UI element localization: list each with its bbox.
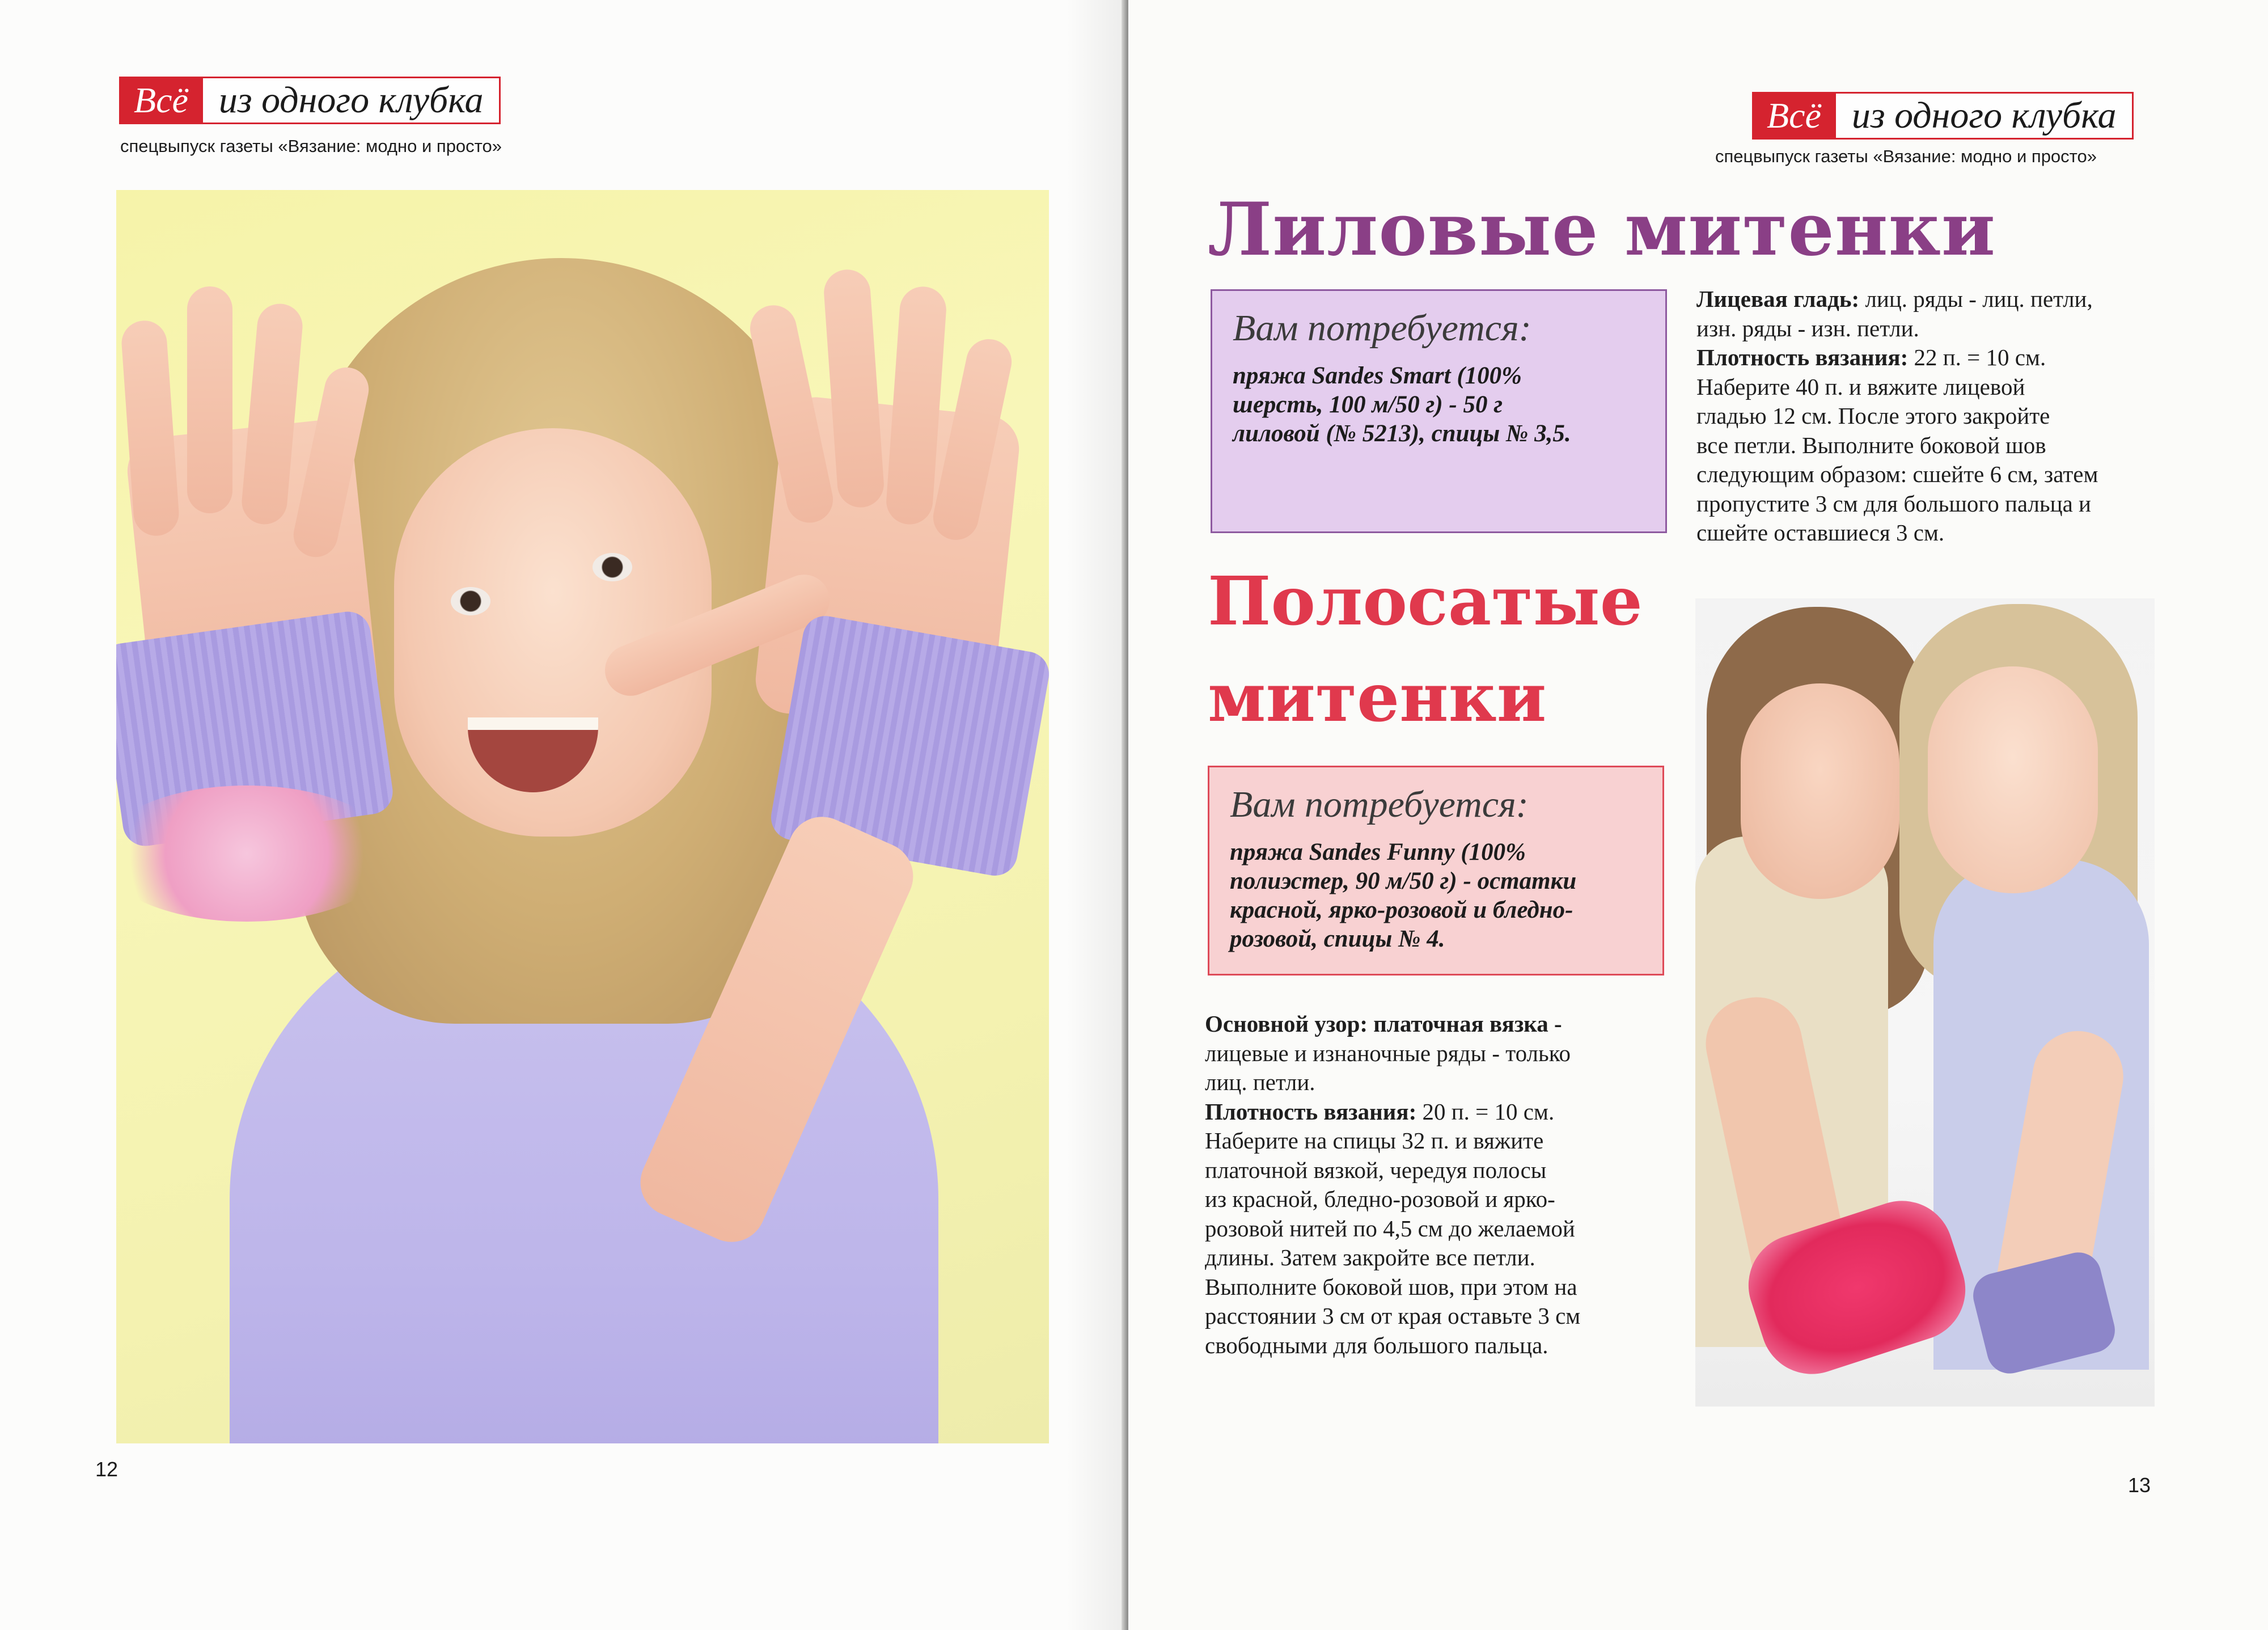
spine-shadow — [1066, 0, 1122, 1630]
instruction-line: платочной вязкой, чередуя полосы — [1205, 1156, 1547, 1183]
instruction-line: Наберите на спицы 32 п. и вяжите — [1205, 1128, 1544, 1154]
instruction-line: Наберите 40 п. и вяжите лицевой — [1696, 373, 2025, 400]
series-badge-right — [1752, 92, 2134, 140]
materials-line: полиэстер, 90 м/50 г) - остатки — [1230, 868, 1577, 894]
left-girl-face — [1741, 683, 1899, 899]
materials-box-striped — [1208, 766, 1664, 976]
instruction-line — [1205, 1010, 1647, 1039]
page-number-right: 13 — [2128, 1473, 2151, 1497]
right-eye — [593, 553, 632, 581]
materials-line: розовой, спицы № 4. — [1230, 926, 1445, 952]
series-badge-red: Всё — [1752, 92, 1836, 140]
series-badge-title: из одного клубка — [203, 77, 501, 124]
instruction-line: гладью 12 см. После этого закройте — [1696, 403, 2050, 429]
instruction-line: лицевые и изнаночные ряды - только — [1205, 1040, 1571, 1066]
page-number-left: 12 — [95, 1458, 119, 1481]
series-subtitle: спецвыпуск газеты «Вязание: модно и просто» — [120, 136, 502, 156]
instruction-line: пропустите 3 см для большого пальца и — [1696, 490, 2091, 517]
right-girl-face — [1928, 666, 2098, 893]
title-striped-line1: Полосатые — [1208, 561, 1643, 640]
title-lilac-mittens: Лиловые митенки — [1208, 187, 1996, 272]
instruction-line: все петли. Выполните боковой шов — [1696, 432, 2046, 458]
term-label: Основной узор: платочная вязка - — [1205, 1011, 1562, 1037]
instruction-line: длины. Затем закройте все петли. — [1205, 1244, 1535, 1270]
materials-box-lilac — [1211, 289, 1667, 533]
left-page — [0, 0, 1128, 1630]
left-finger — [187, 286, 232, 513]
instruction-line: расстоянии 3 см от края оставьте 3 см — [1205, 1303, 1581, 1329]
materials-lead: Вам потребуется: — [1233, 307, 1531, 349]
materials-line: красной, ярко-розовой и бледно- — [1230, 897, 1573, 923]
materials-line: пряжа Sandes Smart (100% — [1233, 362, 1522, 389]
materials-lead: Вам потребуется: — [1230, 784, 1529, 825]
girl-lilac-mittens-photo — [116, 190, 1049, 1443]
instruction-line: свободными для большого пальца. — [1205, 1332, 1548, 1358]
term-text: 20 п. = 10 см. — [1416, 1098, 1555, 1125]
term-label: Плотность вязания: — [1205, 1098, 1417, 1125]
left-eye — [451, 587, 490, 615]
term-label: Плотность вязания: — [1696, 344, 1909, 370]
materials-text — [1230, 838, 1642, 953]
series-badge-red: Всё — [119, 77, 203, 124]
term-label: Лицевая гладь: — [1696, 286, 1860, 312]
instructions-lilac — [1696, 285, 2195, 548]
materials-text — [1233, 361, 1645, 448]
instruction-line: из красной, бледно-розовой и ярко- — [1205, 1186, 1555, 1212]
instruction-line: сшейте оставшиеся 3 см. — [1696, 520, 1945, 546]
series-badge — [119, 77, 501, 124]
materials-line: лиловой (№ 5213), спицы № 3,5. — [1233, 420, 1571, 447]
instructions-striped — [1205, 1010, 1647, 1360]
instruction-line — [1696, 285, 2195, 314]
term-text: лиц. ряды - лиц. петли, — [1859, 286, 2093, 312]
instruction-line — [1205, 1097, 1647, 1127]
instruction-line: следующим образом: сшейте 6 см, затем — [1696, 461, 2098, 487]
term-text: 22 п. = 10 см. — [1908, 344, 2046, 370]
instruction-line: розовой нитей по 4,5 см до желаемой — [1205, 1215, 1575, 1241]
series-badge-title: из одного клубка — [1836, 92, 2134, 140]
instruction-line: изн. ряды - изн. петли. — [1696, 315, 1919, 341]
series-subtitle-right: спецвыпуск газеты «Вязание: модно и просто» — [1715, 146, 2097, 166]
materials-line: пряжа Sandes Funny (100% — [1230, 839, 1526, 865]
instruction-line: Выполните боковой шов, при этом на — [1205, 1273, 1577, 1300]
two-girls-striped-mittens-photo — [1695, 598, 2155, 1407]
instruction-line — [1696, 343, 2195, 373]
title-striped-line2: митенки — [1208, 658, 1547, 737]
materials-line: шерсть, 100 м/50 г) - 50 г — [1233, 391, 1503, 418]
instruction-line: лиц. петли. — [1205, 1069, 1315, 1095]
left-finger — [120, 319, 180, 538]
